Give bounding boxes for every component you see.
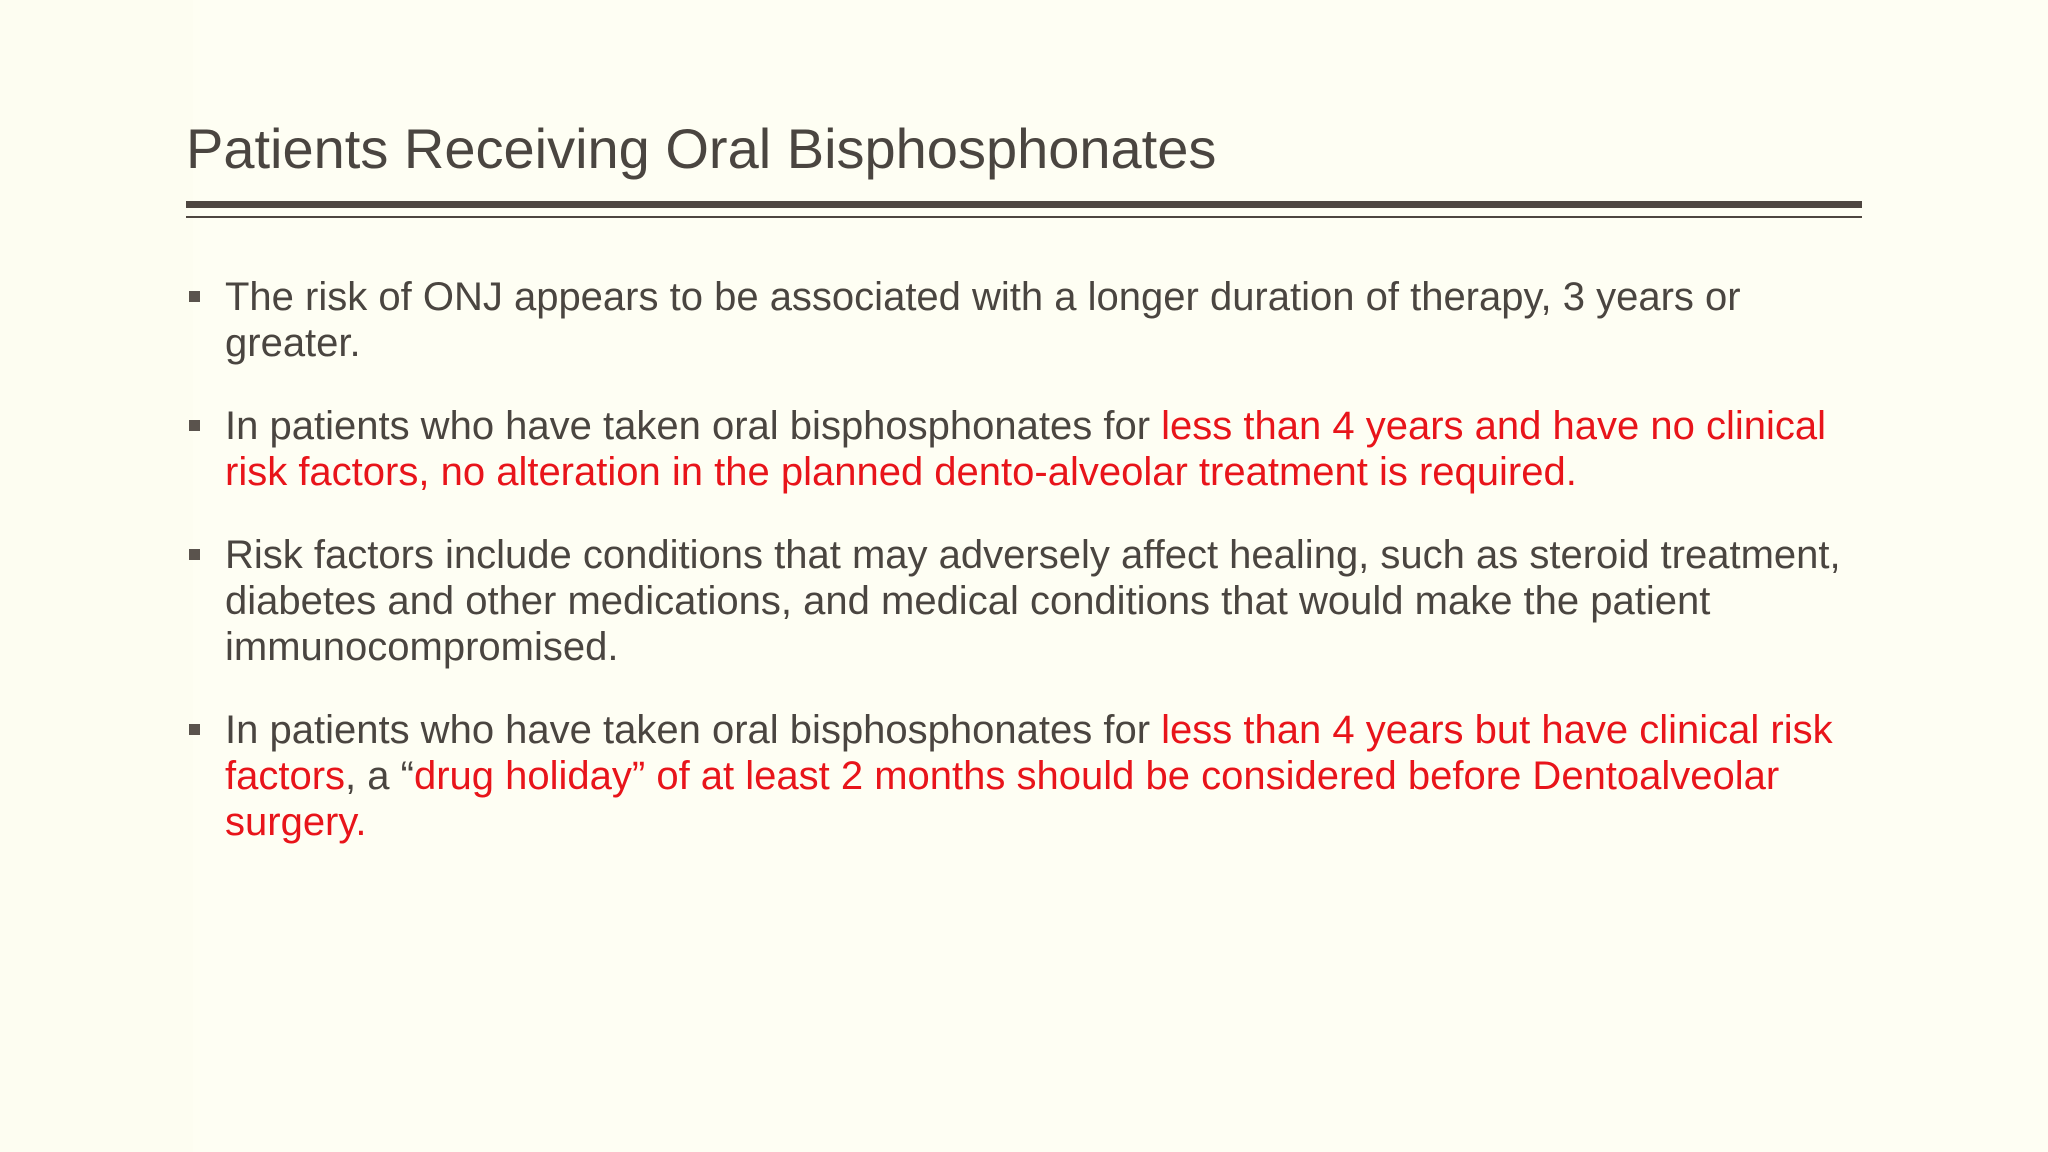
slide-title: Patients Receiving Oral Bisphosphonates xyxy=(186,117,1217,180)
square-bullet-icon xyxy=(189,549,200,560)
highlighted-text: less than 4 years but have clinical risk factors xyxy=(225,708,1833,798)
highlighted-text: drug holiday” of at least 2 months should be considered before Dentoalveolar surgery. xyxy=(225,754,1780,844)
bullet-text: In patients who have taken oral bisphosphonates for xyxy=(225,708,1162,752)
title-rule-thin xyxy=(186,216,1862,218)
bullet-item xyxy=(186,403,1876,495)
square-bullet-icon xyxy=(189,724,200,735)
bullet-text: Risk factors include conditions that may adversely affect healing, such as steroid treatment, diabetes and other medications, and medical conditions that would make the patient immunocompromised. xyxy=(225,533,1841,669)
bullet-item xyxy=(186,707,1876,845)
bullet-item xyxy=(186,274,1876,366)
bullet-list xyxy=(186,274,1876,882)
bullet-item xyxy=(186,532,1876,670)
bullet-text: , a “ xyxy=(345,754,414,798)
square-bullet-icon xyxy=(189,420,200,431)
bullet-text: The risk of ONJ appears to be associated with a longer duration of therapy, 3 years or greater. xyxy=(225,275,1741,365)
title-rule-thick xyxy=(186,201,1862,208)
square-bullet-icon xyxy=(189,291,200,302)
highlighted-text: less than 4 years and have no clinical risk factors, no alteration in the planned dento-alveolar treatment is required. xyxy=(225,404,1827,494)
left-margin-band xyxy=(0,0,193,1152)
bullet-text: In patients who have taken oral bisphosphonates for xyxy=(225,404,1162,448)
